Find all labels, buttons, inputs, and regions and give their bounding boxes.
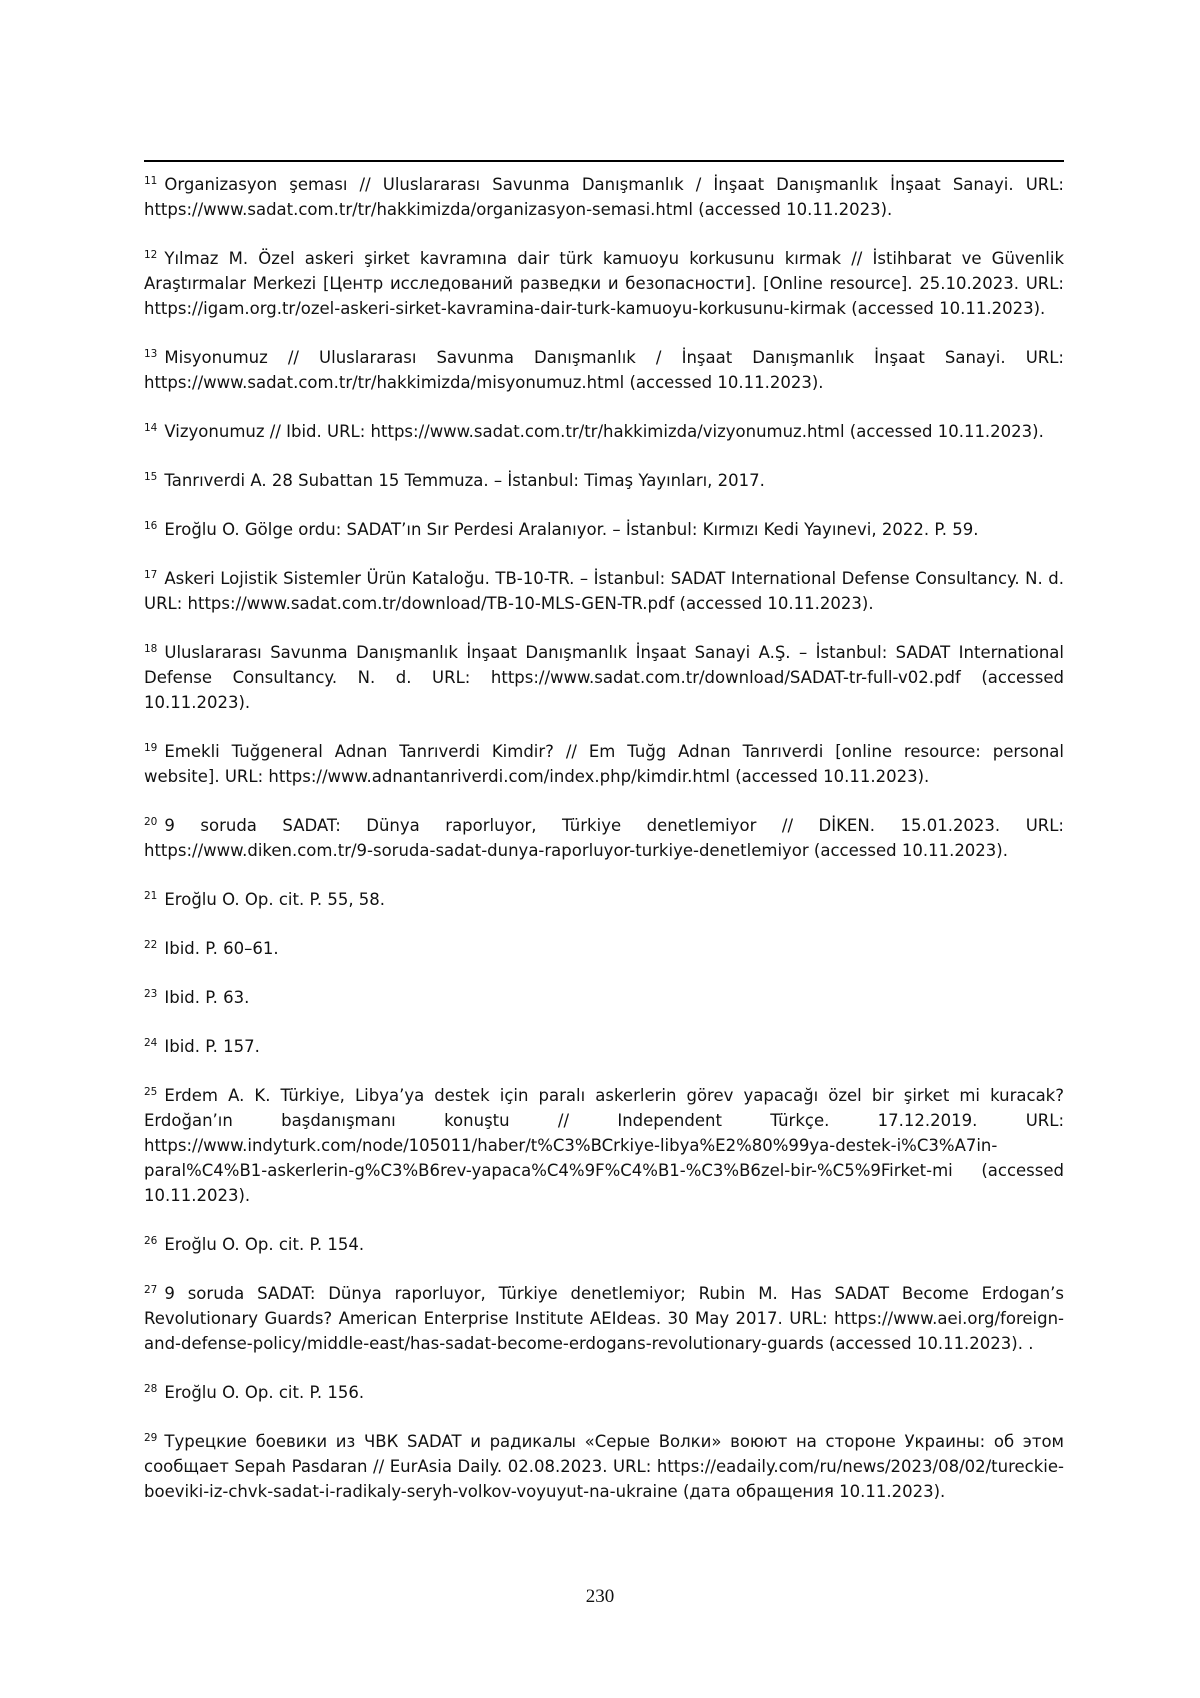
footnote-11 — [144, 172, 1064, 222]
footnote-19 — [144, 739, 1064, 789]
footnote-text: Турецкие боевики из ЧВК SADAT и радикалы «Серые Волки» воюют на стороне Украины: об этом сообщает Sepah Pasdaran // EurAsia Daily. 02.08.2023. URL: https://eadaily.com/ru/news/2023/08/02/tureckie-boeviki-iz-chvk-sadat-i-radikaly-seryh-volkov-voyuyut-na-ukraine (дата обращения 10.11.2023). — [144, 1432, 1064, 1501]
footnote-15 — [144, 468, 1064, 493]
footnote-number: 17 — [144, 568, 158, 581]
footnote-text: Eroğlu O. Op. cit. P. 154. — [164, 1235, 365, 1254]
footnote-20 — [144, 813, 1064, 863]
footnote-text: Vizyonumuz // Ibid. URL: https://www.sadat.com.tr/tr/hakkimizda/vizyonumuz.html (accessed 10.11.2023). — [164, 422, 1044, 441]
footnote-number: 27 — [144, 1283, 158, 1296]
footnote-23 — [144, 985, 1064, 1010]
footnote-number: 11 — [144, 174, 158, 187]
footnote-number: 20 — [144, 815, 158, 828]
footnote-25 — [144, 1083, 1064, 1208]
footnote-number: 15 — [144, 470, 158, 483]
footnote-24 — [144, 1034, 1064, 1059]
footnote-text: Yılmaz M. Özel askeri şirket kavramına dair türk kamuoyu korkusunu kırmak // İstihbarat ve Güvenlik Araştırmalar Merkezi [Центр исследований разведки и безопасности]. [Online resource]. 25.10.2023. URL: https://igam.org.tr/ozel-askeri-sirket-kavramina-dair-turk-kamuoyu-korkusunu-kirmak (accessed 10.11.2023). — [144, 249, 1064, 318]
footnote-text: Ibid. P. 60–61. — [164, 939, 279, 958]
footnote-28 — [144, 1380, 1064, 1405]
footnote-text: Uluslararası Savunma Danışmanlık İnşaat Danışmanlık İnşaat Sanayi A.Ş. – İstanbul: SADAT International Defense Consultancy. N. d. URL: https://www.sadat.com.tr/download/SADAT-tr-full-v02.pdf (accessed 10.11.2023). — [144, 643, 1064, 712]
footnote-number: 23 — [144, 987, 158, 1000]
footnote-text: 9 soruda SADAT: Dünya raporluyor, Türkiye denetlemiyor; Rubin M. Has SADAT Become Erdogan’s Revolutionary Guards? American Enterprise Institute AEIdeas. 30 May 2017. URL: https://www.aei.org/foreign-and-defense-policy/middle-east/has-sadat-become-erdogans-revolutionary-guards (accessed 10.11.2023). . — [144, 1284, 1064, 1353]
footnotes-section — [144, 172, 1064, 1528]
footnote-21 — [144, 887, 1064, 912]
footnote-text: Emekli Tuğgeneral Adnan Tanrıverdi Kimdir? // Em Tuğg Adnan Tanrıverdi [online resource: personal website]. URL: https://www.adnantanriverdi.com/index.php/kimdir.html (accessed 10.11.2023). — [144, 742, 1064, 786]
footnote-text: Ibid. P. 157. — [164, 1037, 260, 1056]
footnote-14 — [144, 419, 1064, 444]
footnote-12 — [144, 246, 1064, 321]
footnote-22 — [144, 936, 1064, 961]
footnote-text: Eroğlu O. Op. cit. P. 55, 58. — [164, 890, 386, 909]
footnote-text: Tanrıverdi A. 28 Subattan 15 Temmuza. – İstanbul: Timaş Yayınları, 2017. — [164, 471, 765, 490]
footnote-number: 14 — [144, 421, 158, 434]
footnote-text: Ibid. P. 63. — [164, 988, 250, 1007]
footnote-27 — [144, 1281, 1064, 1356]
footnote-number: 25 — [144, 1085, 158, 1098]
footnote-number: 16 — [144, 519, 158, 532]
footnote-number: 26 — [144, 1234, 158, 1247]
footnote-13 — [144, 345, 1064, 395]
footnote-separator-rule — [144, 160, 1064, 162]
footnote-number: 22 — [144, 938, 158, 951]
footnote-number: 21 — [144, 889, 158, 902]
footnote-29 — [144, 1429, 1064, 1504]
footnote-text: Askeri Lojistik Sistemler Ürün Kataloğu. TB-10-TR. – İstanbul: SADAT International Defense Consultancy. N. d. URL: https://www.sadat.com.tr/download/TB-10-MLS-GEN-TR.pdf (accessed 10.11.2023). — [144, 569, 1064, 613]
footnote-number: 24 — [144, 1036, 158, 1049]
footnote-number: 12 — [144, 248, 158, 261]
footnote-17 — [144, 566, 1064, 616]
footnote-number: 28 — [144, 1382, 158, 1395]
footnote-text: Organizasyon şeması // Uluslararası Savunma Danışmanlık / İnşaat Danışmanlık İnşaat Sanayi. URL: https://www.sadat.com.tr/tr/hakkimizda/organizasyon-semasi.html (accessed 10.11.2023). — [144, 175, 1064, 219]
footnote-text: Erdem A. K. Türkiye, Libya’ya destek için paralı askerlerin görev yapacağı özel bir şirket mi kuracak? Erdoğan’ın başdanışmanı konuştu // Independent Türkçe. 17.12.2019. URL: https://www.indyturk.com/node/105011/haber/t%C3%BCrkiye-libya%E2%80%99ya-destek-i%C3%A7in-paral%C4%B1-askerlerin-g%C3%B6rev-yapaca%C4%9F%C4%B1-%C3%B6zel-bir-%C5%9Firket-mi (accessed 10.11.2023). — [144, 1086, 1064, 1205]
footnote-number: 19 — [144, 741, 158, 754]
page-number: 230 — [585, 1586, 615, 1607]
footnote-text: Eroğlu O. Op. cit. P. 156. — [164, 1383, 365, 1402]
footnote-text: Eroğlu O. Gölge ordu: SADAT’ın Sır Perdesi Aralanıyor. – İstanbul: Kırmızı Kedi Yayınevi, 2022. P. 59. — [164, 520, 979, 539]
footnote-text: 9 soruda SADAT: Dünya raporluyor, Türkiye denetlemiyor // DİKEN. 15.01.2023. URL: https://www.diken.com.tr/9-soruda-sadat-dunya-raporluyor-turkiye-denetlemiyor (accessed 10.11.2023). — [144, 816, 1064, 860]
footnote-16 — [144, 517, 1064, 542]
footnote-number: 13 — [144, 347, 158, 360]
footnote-number: 18 — [144, 642, 158, 655]
footnote-number: 29 — [144, 1431, 158, 1444]
footnote-26 — [144, 1232, 1064, 1257]
footnote-text: Misyonumuz // Uluslararası Savunma Danışmanlık / İnşaat Danışmanlık İnşaat Sanayi. URL: https://www.sadat.com.tr/tr/hakkimizda/misyonumuz.html (accessed 10.11.2023). — [144, 348, 1064, 392]
footnote-18 — [144, 640, 1064, 715]
